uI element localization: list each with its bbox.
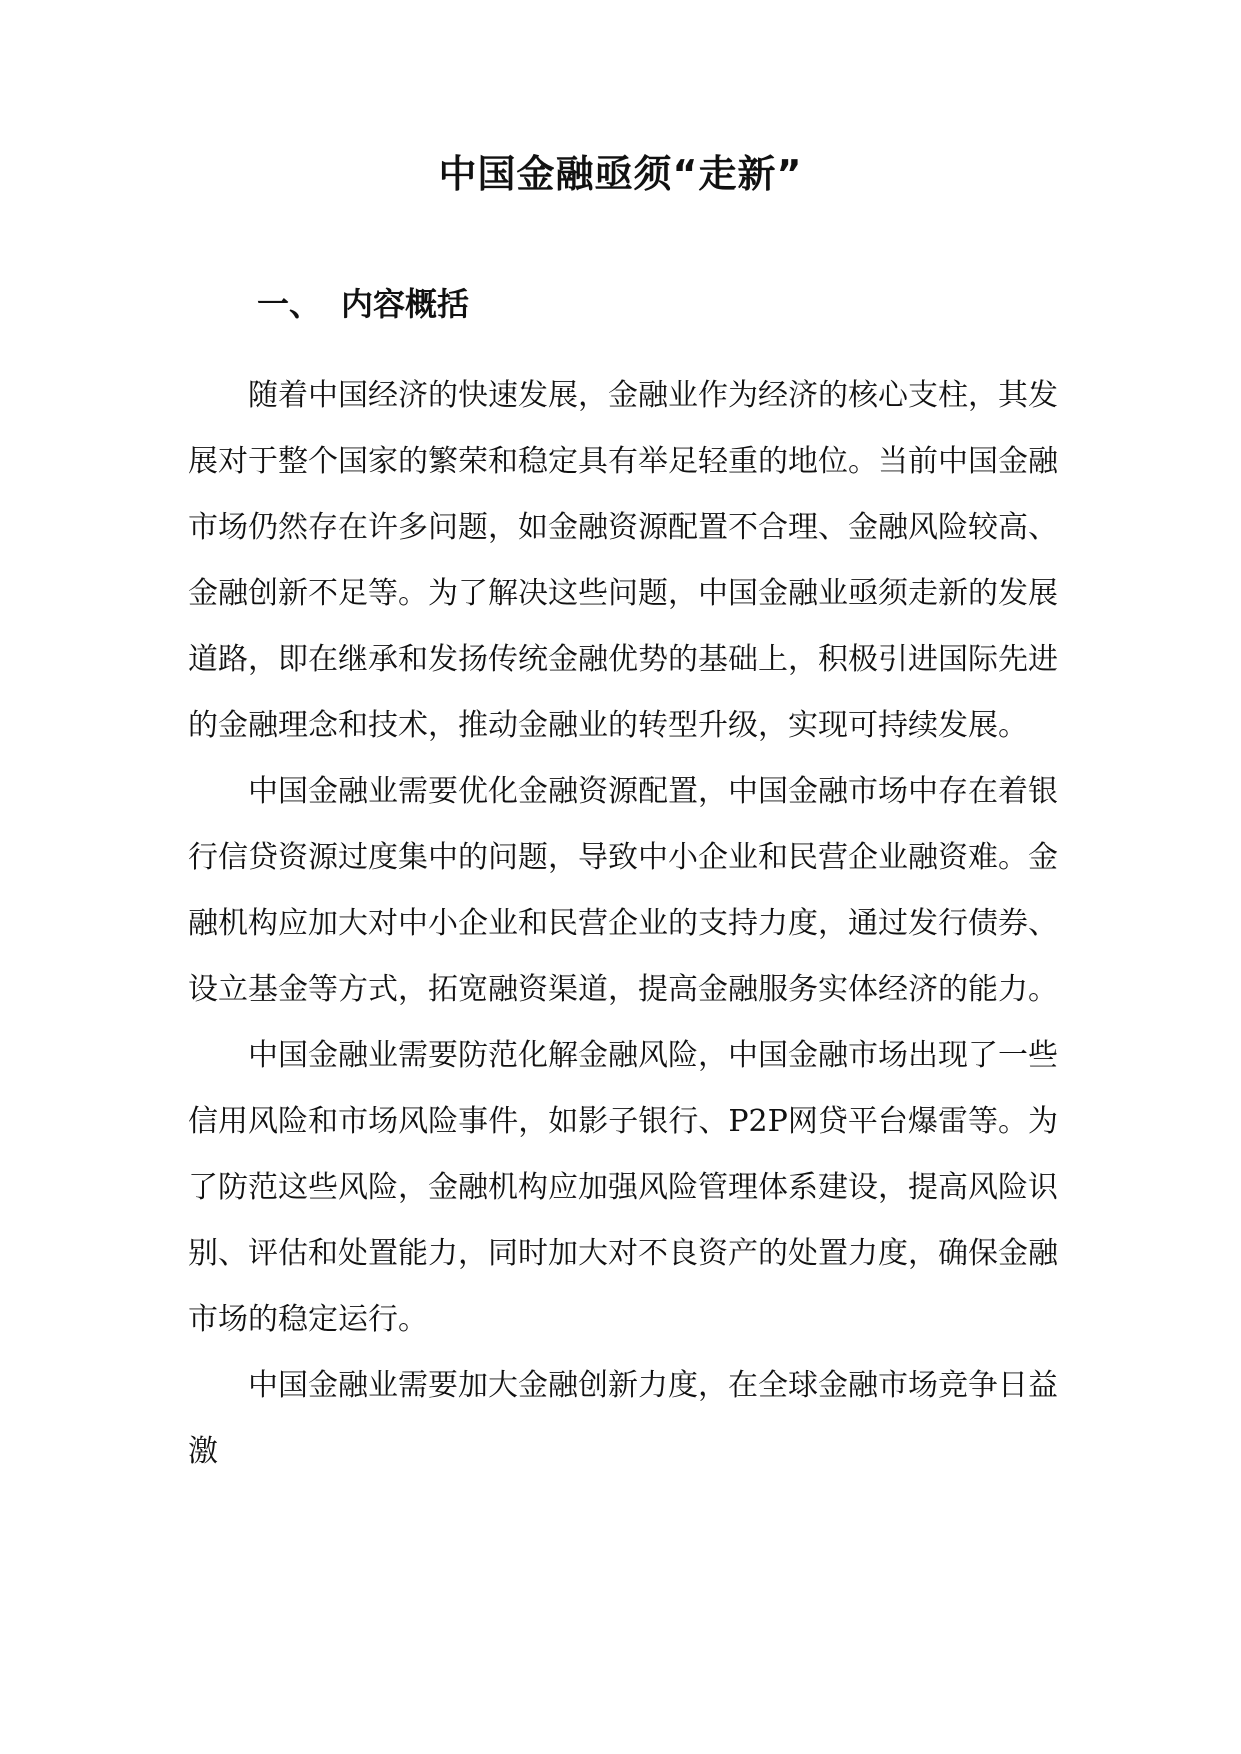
section-title: 内容概括 <box>341 285 470 323</box>
section-heading <box>257 278 469 330</box>
paragraph: 中国金融业需要加大金融创新力度，在全球金融市场竞争日益激 <box>188 1368 1058 1469</box>
paragraph: 随着中国经济的快速发展，金融业作为经济的核心支柱，其发展对于整个国家的繁荣和稳定具有举足轻重的地位。当前中国金融市场仍然存在许多问题，如金融资源配置不合理、金融风险较高、金融创新不足等。为了解决这些问题，中国金融业亟须走新的发展道路，即在继承和发扬传统金融优势的基础上，积极引进国际先进的金融理念和技术，推动金融业的转型升级，实现可持续发展。 <box>188 378 1058 743</box>
paragraph: 中国金融业需要优化金融资源配置，中国金融市场中存在着银行信贷资源过度集中的问题，导致中小企业和民营企业融资难。金融机构应加大对中小企业和民营企业的支持力度，通过发行债券、设立基金等方式，拓宽融资渠道，提高金融服务实体经济的能力。 <box>188 774 1058 1007</box>
paragraph: 中国金融业需要防范化解金融风险，中国金融市场出现了一些信用风险和市场风险事件，如影子银行、P2P网贷平台爆雷等。为了防范这些风险，金融机构应加强风险管理体系建设，提高风险识别、评估和处置能力，同时加大对不良资产的处置力度，确保金融市场的稳定运行。 <box>188 1038 1058 1337</box>
document-body <box>188 363 1058 1485</box>
section-number: 一、 <box>257 285 322 323</box>
document-title: 中国金融亟须“走新” <box>438 152 803 196</box>
